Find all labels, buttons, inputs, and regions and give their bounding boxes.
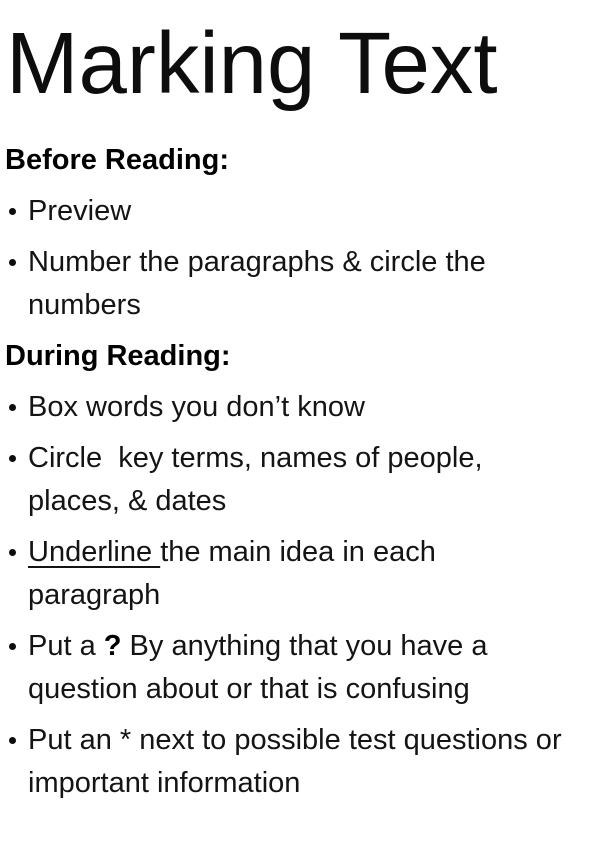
bullet-dot-icon (9, 259, 16, 266)
list-item-underline-main-idea (0, 531, 600, 617)
list-item-text-post: By anything that you have a (121, 630, 488, 662)
list-item-text-pre: Put a (28, 630, 104, 662)
bullet-dot-icon (9, 643, 16, 650)
list-item-text: numbers (28, 289, 141, 321)
bullet-dot-icon (9, 455, 16, 462)
list-item-put-asterisk (0, 719, 600, 805)
list-item-text: Box words you don’t know (28, 391, 365, 423)
list-item-text: important information (28, 767, 301, 799)
bold-question-mark: ? (103, 630, 122, 662)
list-item-text: Preview (28, 195, 132, 227)
list-item-text-rest: the main idea in each (160, 536, 436, 568)
list-item-put-question-mark (0, 625, 600, 711)
list-item-text: Number the paragraphs & circle the (28, 246, 486, 278)
page-title: Marking Text (6, 15, 498, 112)
list-item-text (28, 625, 487, 668)
list-item-circle-key-terms (0, 437, 600, 523)
section-heading-before-reading: Before Reading: (5, 144, 229, 176)
bullet-dot-icon (9, 208, 16, 215)
list-item-text: paragraph (28, 579, 161, 611)
underlined-word: Underline (28, 536, 161, 568)
bullet-dot-icon (9, 737, 16, 744)
bullet-dot-icon (9, 404, 16, 411)
list-item-text: places, & dates (28, 485, 227, 517)
list-item-text: Circle key terms, names of people, (28, 442, 483, 474)
list-item-box-words (0, 386, 600, 429)
list-item-number-paragraphs (0, 241, 600, 327)
section-heading-during-reading: During Reading: (5, 340, 231, 372)
list-item-text: question about or that is confusing (28, 673, 470, 705)
list-item-text: Put an * next to possible test questions or (28, 724, 562, 756)
bullet-dot-icon (9, 549, 16, 556)
list-item-text (28, 531, 436, 574)
list-item-preview (0, 190, 600, 233)
